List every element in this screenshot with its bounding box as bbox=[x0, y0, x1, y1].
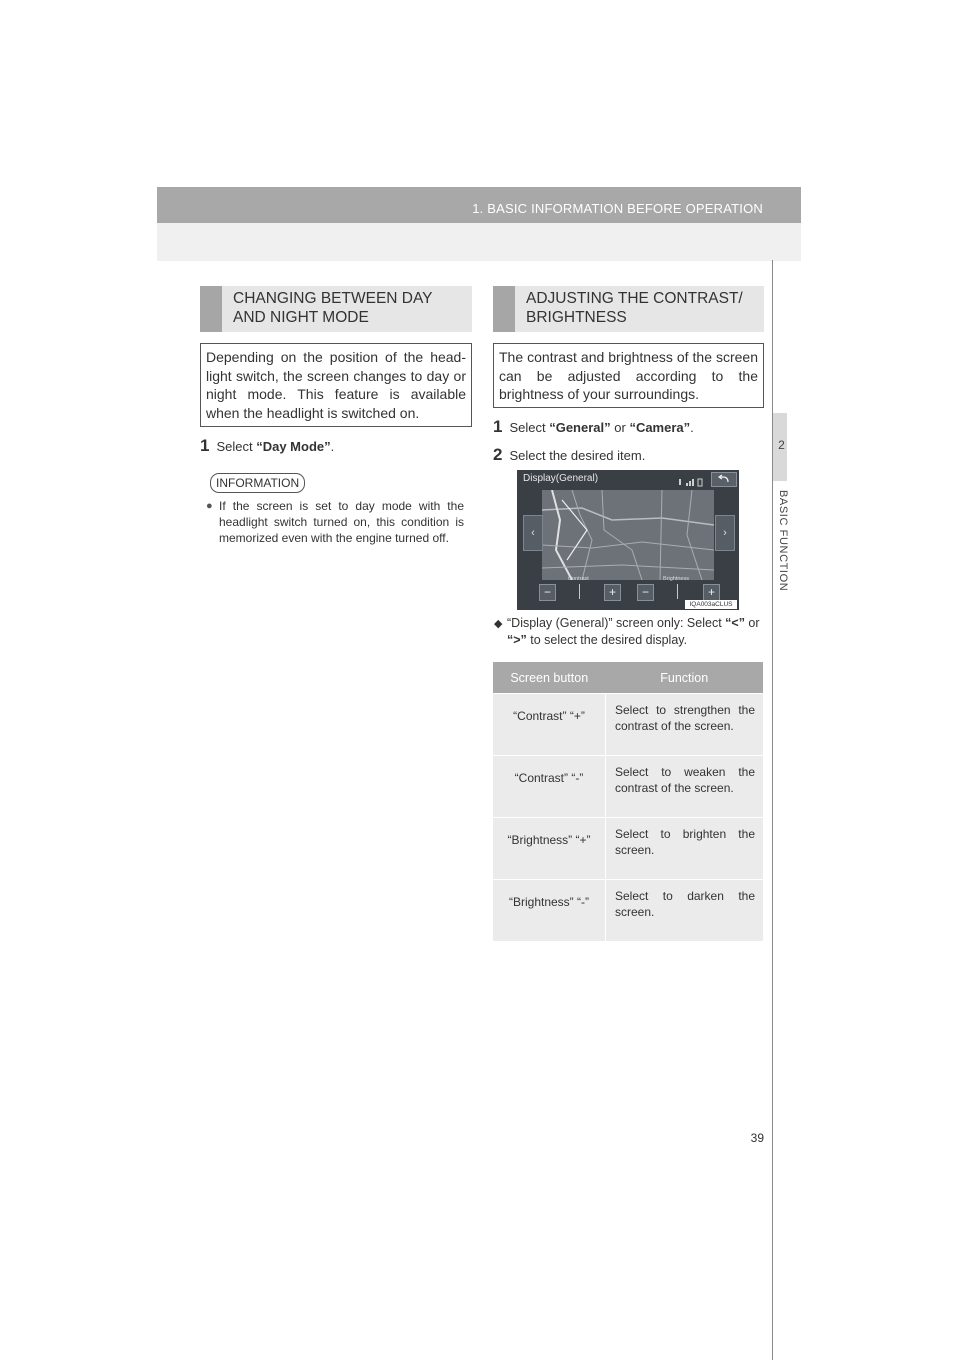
map-roads bbox=[542, 490, 714, 580]
step-select-item bbox=[493, 445, 645, 465]
camera-label: “Camera” bbox=[629, 420, 691, 435]
header-subband bbox=[157, 223, 801, 261]
bullet-icon: ● bbox=[206, 500, 213, 512]
contrast-level-marker bbox=[579, 584, 580, 599]
heading-line: AND NIGHT MODE bbox=[233, 309, 369, 326]
table-header-row bbox=[493, 662, 763, 694]
step-number: 2 bbox=[493, 445, 503, 464]
brightness-level-marker bbox=[677, 584, 678, 599]
information-text: If the screen is set to day mode with the headlight switch turned on, this condition is memorized even with the engine turned off. bbox=[219, 499, 464, 545]
information-note bbox=[206, 498, 464, 546]
table-cell-button: “Contrast” “-” bbox=[493, 756, 606, 818]
heading-line: ADJUSTING THE CONTRAST/ bbox=[526, 290, 743, 307]
table-cell-function: Select to weaken the contrast of the screen. bbox=[606, 756, 764, 818]
display-general-note bbox=[494, 615, 762, 649]
diamond-bullet-icon: ◆ bbox=[494, 618, 503, 630]
next-display-button[interactable]: › bbox=[715, 515, 735, 551]
heading-line: BRIGHTNESS bbox=[526, 309, 627, 326]
step-text: Select bbox=[509, 420, 550, 435]
step-text: or bbox=[610, 420, 630, 435]
column-header: Function bbox=[606, 662, 764, 694]
screen-button-table bbox=[493, 662, 763, 941]
general-label: “General” bbox=[549, 420, 611, 435]
section-heading-bar bbox=[493, 286, 515, 332]
side-tab-number: 2 bbox=[778, 438, 785, 452]
status-icons bbox=[677, 474, 705, 484]
brightness-plus-button[interactable]: + bbox=[703, 584, 720, 601]
contrast-minus-button[interactable]: − bbox=[539, 584, 556, 601]
table-cell-button: “Brightness” “+” bbox=[493, 818, 606, 880]
table-row bbox=[493, 818, 763, 880]
table-row bbox=[493, 756, 763, 818]
map-preview bbox=[542, 490, 714, 580]
display-general-screenshot bbox=[517, 470, 739, 610]
signal-icon bbox=[677, 477, 705, 487]
step-text: . bbox=[690, 420, 694, 435]
back-icon bbox=[712, 473, 736, 486]
day-mode-label: “Day Mode” bbox=[256, 439, 331, 454]
table-cell-function: Select to strengthen the contrast of the screen. bbox=[606, 694, 764, 756]
back-button[interactable] bbox=[711, 472, 737, 487]
table-row bbox=[493, 880, 763, 942]
step-number: 1 bbox=[493, 417, 503, 436]
column-header: Screen button bbox=[493, 662, 606, 694]
screen-title: Display(General) bbox=[523, 473, 599, 484]
section-heading-text bbox=[233, 289, 466, 327]
section-heading-bar bbox=[200, 286, 222, 332]
information-tag: INFORMATION bbox=[210, 473, 305, 493]
table-cell-function: Select to brighten the screen. bbox=[606, 818, 764, 880]
table-row bbox=[493, 694, 763, 756]
prev-display-button[interactable]: ‹ bbox=[523, 515, 543, 551]
page-number: 39 bbox=[750, 1131, 764, 1145]
table-cell-function: Select to darken the screen. bbox=[606, 880, 764, 942]
step-number: 1 bbox=[200, 436, 210, 455]
section-heading-contrast-brightness bbox=[493, 286, 764, 332]
heading-line: CHANGING BETWEEN DAY bbox=[233, 290, 433, 307]
section-heading-text bbox=[526, 289, 758, 327]
contrast-plus-button[interactable]: + bbox=[604, 584, 621, 601]
intro-box-contrast: The contrast and brightness of the screen can be adjusted according to the brightness of your surroundings. bbox=[493, 343, 764, 408]
step-text: . bbox=[330, 439, 335, 454]
table-cell-button: “Contrast” “+” bbox=[493, 694, 606, 756]
intro-box-day-night: Depending on the position of the head-light switch, the screen changes to day or night mode. This feature is available when the headlight is switched on. bbox=[200, 343, 472, 427]
contrast-label: Contrast bbox=[568, 576, 589, 582]
step-day-mode bbox=[200, 436, 334, 456]
step-text: Select bbox=[216, 439, 257, 454]
chapter-title: 1. BASIC INFORMATION BEFORE OPERATION bbox=[472, 201, 763, 216]
brightness-minus-button[interactable]: − bbox=[637, 584, 654, 601]
side-tab-label: BASIC FUNCTION bbox=[777, 490, 789, 592]
note-text: “Display (General)” screen only: Select “<” or “>” to select the desired display. bbox=[507, 616, 760, 647]
table-cell-button: “Brightness” “-” bbox=[493, 880, 606, 942]
brightness-label: Brightness bbox=[663, 576, 689, 582]
step-select-general-camera bbox=[493, 417, 694, 437]
image-code: IQA003aCLUS bbox=[685, 600, 737, 609]
section-heading-day-night bbox=[200, 286, 472, 332]
step-text: Select the desired item. bbox=[509, 448, 646, 463]
